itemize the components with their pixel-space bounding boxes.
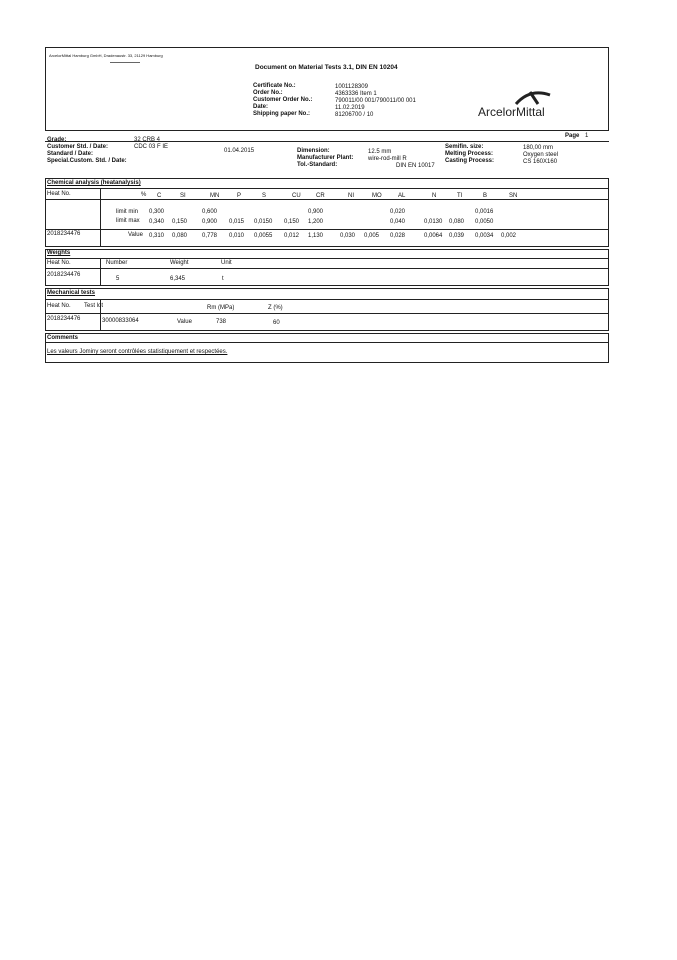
page-number: 1 — [585, 133, 589, 139]
value-label: Value — [128, 232, 143, 238]
weights-number: 5 — [116, 276, 120, 282]
weights-header-weight: Weight — [170, 260, 189, 266]
cert-value: 1001128309 — [335, 84, 368, 90]
comments-text: Les valeurs Jominy seront contrôlées statistiquement et respectées. — [47, 349, 228, 355]
weights-heat-divider — [100, 258, 101, 285]
certificate-labels — [253, 83, 312, 118]
weights-header-number: Number — [106, 260, 128, 266]
element-header: P — [237, 193, 242, 199]
mechanical-header-heat: Heat No. — [47, 303, 71, 309]
element-header: NI — [348, 193, 354, 199]
chemical-heat-label: Heat No. — [47, 191, 71, 197]
cert-label: Certificate No.: — [253, 83, 296, 89]
cert-value: 11.02.2019 — [335, 105, 365, 111]
mechanical-title: Mechanical tests — [47, 290, 96, 296]
semifin-value: 180,00 mm — [523, 145, 554, 151]
address-rule — [110, 62, 140, 63]
dimension-label: Tol.-Standard: — [297, 162, 338, 168]
limit-min-value: 0,600 — [202, 209, 218, 215]
element-header: N — [432, 193, 437, 199]
limit-max-value: 0,0130 — [424, 219, 443, 225]
analysis-value: 0,778 — [202, 233, 218, 239]
limit-min-value: 0,900 — [308, 209, 324, 215]
comments-section — [45, 333, 609, 363]
grade-label: Customer Std. / Date: — [47, 144, 109, 150]
element-header: B — [483, 193, 488, 199]
document-title: Document on Material Tests 3.1, DIN EN 10204 — [255, 64, 398, 71]
grade-value: 32 CRB 4 — [134, 137, 161, 143]
analysis-value: 1,130 — [308, 233, 324, 239]
grade-label: Special.Custom. Std. / Date: — [47, 158, 127, 164]
logo-text: ArcelorMittal — [478, 105, 545, 119]
limit-max-value: 0,080 — [449, 219, 465, 225]
dimension-value: 12.5 mm — [368, 149, 392, 155]
cert-label: Date: — [253, 104, 269, 110]
weights-title-rule — [45, 258, 609, 259]
semifin-value: Oxygen steel — [523, 152, 559, 158]
dimension-value: DIN EN 10017 — [396, 163, 435, 169]
analysis-value: 0,012 — [284, 233, 300, 239]
weights-heat-no: 2018234476 — [47, 272, 81, 278]
semifin-label: Melting Process: — [445, 151, 494, 157]
mechanical-header-testlot: Test lot — [84, 303, 104, 309]
limit-min-label: limit min — [116, 209, 138, 215]
mechanical-header-z: Z (%) — [268, 305, 283, 311]
limit-max-value: 0,015 — [229, 219, 245, 225]
mechanical-rm-value: 738 — [216, 319, 227, 325]
element-header: CR — [316, 193, 325, 199]
analysis-value: 0,310 — [149, 233, 165, 239]
dimension-labels — [297, 148, 353, 169]
standard-date: 01.04.2015 — [224, 148, 255, 154]
limit-max-value: 0,340 — [149, 219, 165, 225]
limit-max-value: 0,040 — [390, 219, 406, 225]
mechanical-header-rm: Rm (MPa) — [207, 305, 235, 311]
mechanical-value-label: Value — [177, 319, 192, 325]
semifin-values — [523, 145, 558, 166]
weights-weight: 6,345 — [170, 276, 186, 282]
weights-unit: t — [222, 276, 224, 282]
comments-title-rule — [45, 342, 609, 343]
element-header: MO — [372, 193, 382, 199]
limit-min-value: 0,300 — [149, 209, 165, 215]
element-header: MN — [210, 193, 220, 199]
element-header: CU — [292, 193, 301, 199]
analysis-value: 0,0034 — [475, 233, 494, 239]
comments-title: Comments — [47, 335, 79, 341]
analysis-value: 0,0055 — [254, 233, 273, 239]
chemical-title-rule — [45, 188, 609, 189]
weights-header-heat: Heat No. — [47, 260, 71, 266]
chemical-title: Chemical analysis (heatanalysis) — [47, 180, 141, 186]
dimension-label: Manufacturer Plant: — [297, 155, 354, 161]
element-header: C — [157, 193, 162, 199]
element-header: SN — [509, 193, 518, 199]
analysis-value: 0,005 — [364, 233, 380, 239]
page-label: Page — [565, 133, 580, 139]
chemical-heat-divider — [100, 188, 101, 246]
arcelormittal-logo-icon — [514, 86, 554, 106]
logo — [478, 86, 568, 120]
limit-min-value: 0,020 — [390, 209, 406, 215]
grade-top-rule — [45, 141, 609, 142]
cert-value: 790011/00 001/790011/00 001 — [335, 98, 416, 104]
grade-label: Grade: — [47, 137, 67, 143]
mechanical-title-rule — [45, 299, 609, 300]
analysis-value: 0,010 — [229, 233, 245, 239]
element-header: S — [262, 193, 267, 199]
cert-value: 4363336 Item 1 — [335, 91, 377, 97]
grade-values — [134, 137, 168, 151]
limit-max-value: 0,900 — [202, 219, 218, 225]
dimension-value: wire-rod-mill R — [368, 156, 407, 162]
analysis-value: 0,0064 — [424, 233, 443, 239]
element-header: SI — [180, 193, 186, 199]
mechanical-z-value: 60 — [273, 320, 280, 326]
analysis-value: 0,039 — [449, 233, 465, 239]
cert-label: Order No.: — [253, 90, 283, 96]
limit-max-value: 1,200 — [308, 219, 324, 225]
analysis-value: 0,028 — [390, 233, 406, 239]
chemical-heat-no: 2018234476 — [47, 231, 81, 237]
cert-value: 81206700 / 10 — [335, 112, 374, 118]
dimension-label: Dimension: — [297, 148, 330, 154]
dimension-values — [368, 149, 435, 170]
chemical-header-rule — [45, 199, 609, 200]
limit-min-value: 0,0016 — [475, 209, 494, 215]
cert-label: Customer Order No.: — [253, 97, 313, 103]
mechanical-test-lot: 30000833064 — [102, 318, 139, 324]
limit-max-label: limit max — [116, 218, 140, 224]
limit-max-value: 0,150 — [284, 219, 300, 225]
analysis-value: 0,002 — [501, 233, 517, 239]
chemical-value-rule — [45, 229, 609, 230]
semifin-labels — [445, 144, 494, 165]
limit-max-value: 0,0050 — [475, 219, 494, 225]
cert-label: Shipping paper No.: — [253, 111, 310, 117]
element-header: TI — [457, 193, 463, 199]
weights-title: Weights — [47, 250, 71, 256]
analysis-value: 0,080 — [172, 233, 188, 239]
sender-address: ArcelorMittal Hamburg GmbH, Dradenaustr. 33, 21129 Hamburg — [49, 53, 163, 58]
weights-header-unit: Unit — [221, 260, 232, 266]
grade-value: CDC 03 F IE — [134, 144, 169, 150]
grade-label: Standard / Date: — [47, 151, 94, 157]
certificate-values — [335, 84, 416, 119]
limit-max-value: 0,150 — [172, 219, 188, 225]
mechanical-header-rule — [45, 313, 609, 314]
semifin-value: CS 160X160 — [523, 159, 558, 165]
element-header: AL — [398, 193, 406, 199]
semifin-label: Casting Process: — [445, 158, 495, 164]
analysis-value: 0,030 — [340, 233, 356, 239]
weights-header-rule — [45, 268, 609, 269]
grade-labels — [47, 137, 127, 165]
percent-label: % — [141, 192, 147, 198]
mechanical-heat-no: 2018234476 — [47, 316, 81, 322]
limit-max-value: 0,0150 — [254, 219, 273, 225]
semifin-label: Semifin. size: — [445, 144, 484, 150]
